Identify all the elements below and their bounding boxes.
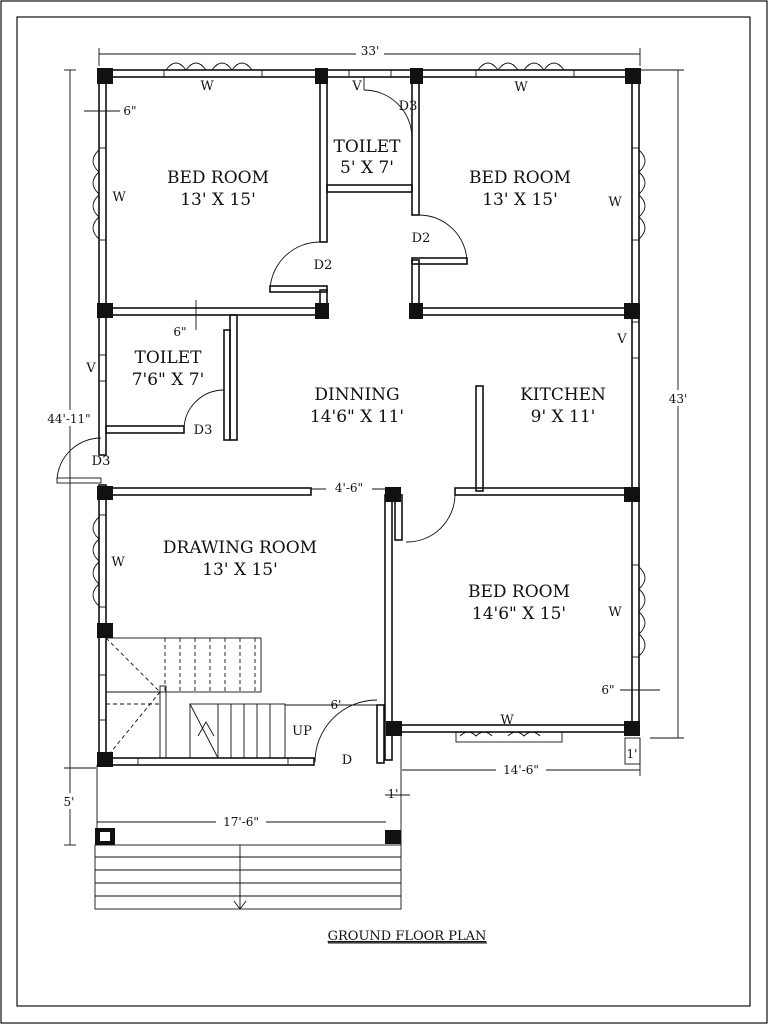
dining-size: 14'6" X 11' [309, 407, 405, 427]
toilet1-name: TOILET [333, 137, 401, 157]
staircase [106, 638, 285, 758]
kitchen-name: KITCHEN [520, 385, 606, 405]
bedroom1-size: 13' X 15' [180, 190, 256, 210]
dim-offset-right: 1' [626, 747, 638, 761]
door-d-main: D [341, 753, 353, 768]
dim-right-height: 43' [668, 392, 688, 406]
ventilator-mark-top: V [352, 79, 362, 94]
drawing-room-size: 13' X 15' [202, 560, 278, 580]
window-mark-bed3-bottom: W [500, 713, 514, 728]
kitchen-size: 9' X 11' [530, 407, 596, 427]
bedroom2-size: 13' X 15' [482, 190, 558, 210]
stair-up-label: UP [292, 724, 312, 739]
dim-passage: 4'-6" [334, 481, 364, 495]
dining-name: DINNING [314, 385, 400, 405]
bedroom2-name: BED ROOM [468, 168, 572, 188]
dim-right-wall: 6" [601, 683, 615, 697]
drawing-room-name: DRAWING ROOM [162, 538, 318, 558]
window-mark-top-right: W [514, 80, 528, 95]
dim-porch-width: 17'-6" [223, 815, 259, 829]
dim-porch-depth: 5' [63, 795, 75, 809]
door-d3-exterior: D3 [91, 454, 111, 469]
bedroom3-size: 14'6" X 15' [471, 604, 567, 624]
window-mark-bed2-right: W [608, 195, 622, 210]
dim-partition: 6" [173, 325, 187, 339]
ventilator-mark-toilet2: V [86, 361, 96, 376]
ventilator-mark-kitchen: V [617, 332, 627, 347]
window-mark-bed3-right: W [608, 605, 622, 620]
dim-offset-center: 1' [387, 787, 399, 801]
dim-stair-landing: 6' [330, 698, 342, 712]
toilet2-name: TOILET [134, 348, 202, 368]
dim-top-width: 33' [360, 44, 380, 58]
door-d2-right: D2 [411, 231, 431, 246]
bedroom1-name: BED ROOM [166, 168, 270, 188]
dim-left-wall: 6" [123, 104, 137, 118]
toilet2-size: 7'6" X 7' [131, 370, 205, 390]
window-mark-drawing: W [111, 555, 125, 570]
door-d3-toilet1: D3 [398, 99, 418, 114]
door-d3-toilet2: D3 [193, 423, 213, 438]
window-mark-bed1-left: W [112, 190, 126, 205]
room-labels [132, 137, 606, 624]
door-d2-left: D2 [313, 258, 333, 273]
dim-left-height: 44'-11" [47, 412, 91, 426]
dim-bedroom3-width: 14'-6" [503, 763, 539, 777]
bedroom3-name: BED ROOM [467, 582, 571, 602]
window-mark-top-left: W [200, 79, 214, 94]
plan-title: GROUND FLOOR PLAN [327, 929, 487, 944]
toilet1-size: 5' X 7' [340, 158, 394, 178]
